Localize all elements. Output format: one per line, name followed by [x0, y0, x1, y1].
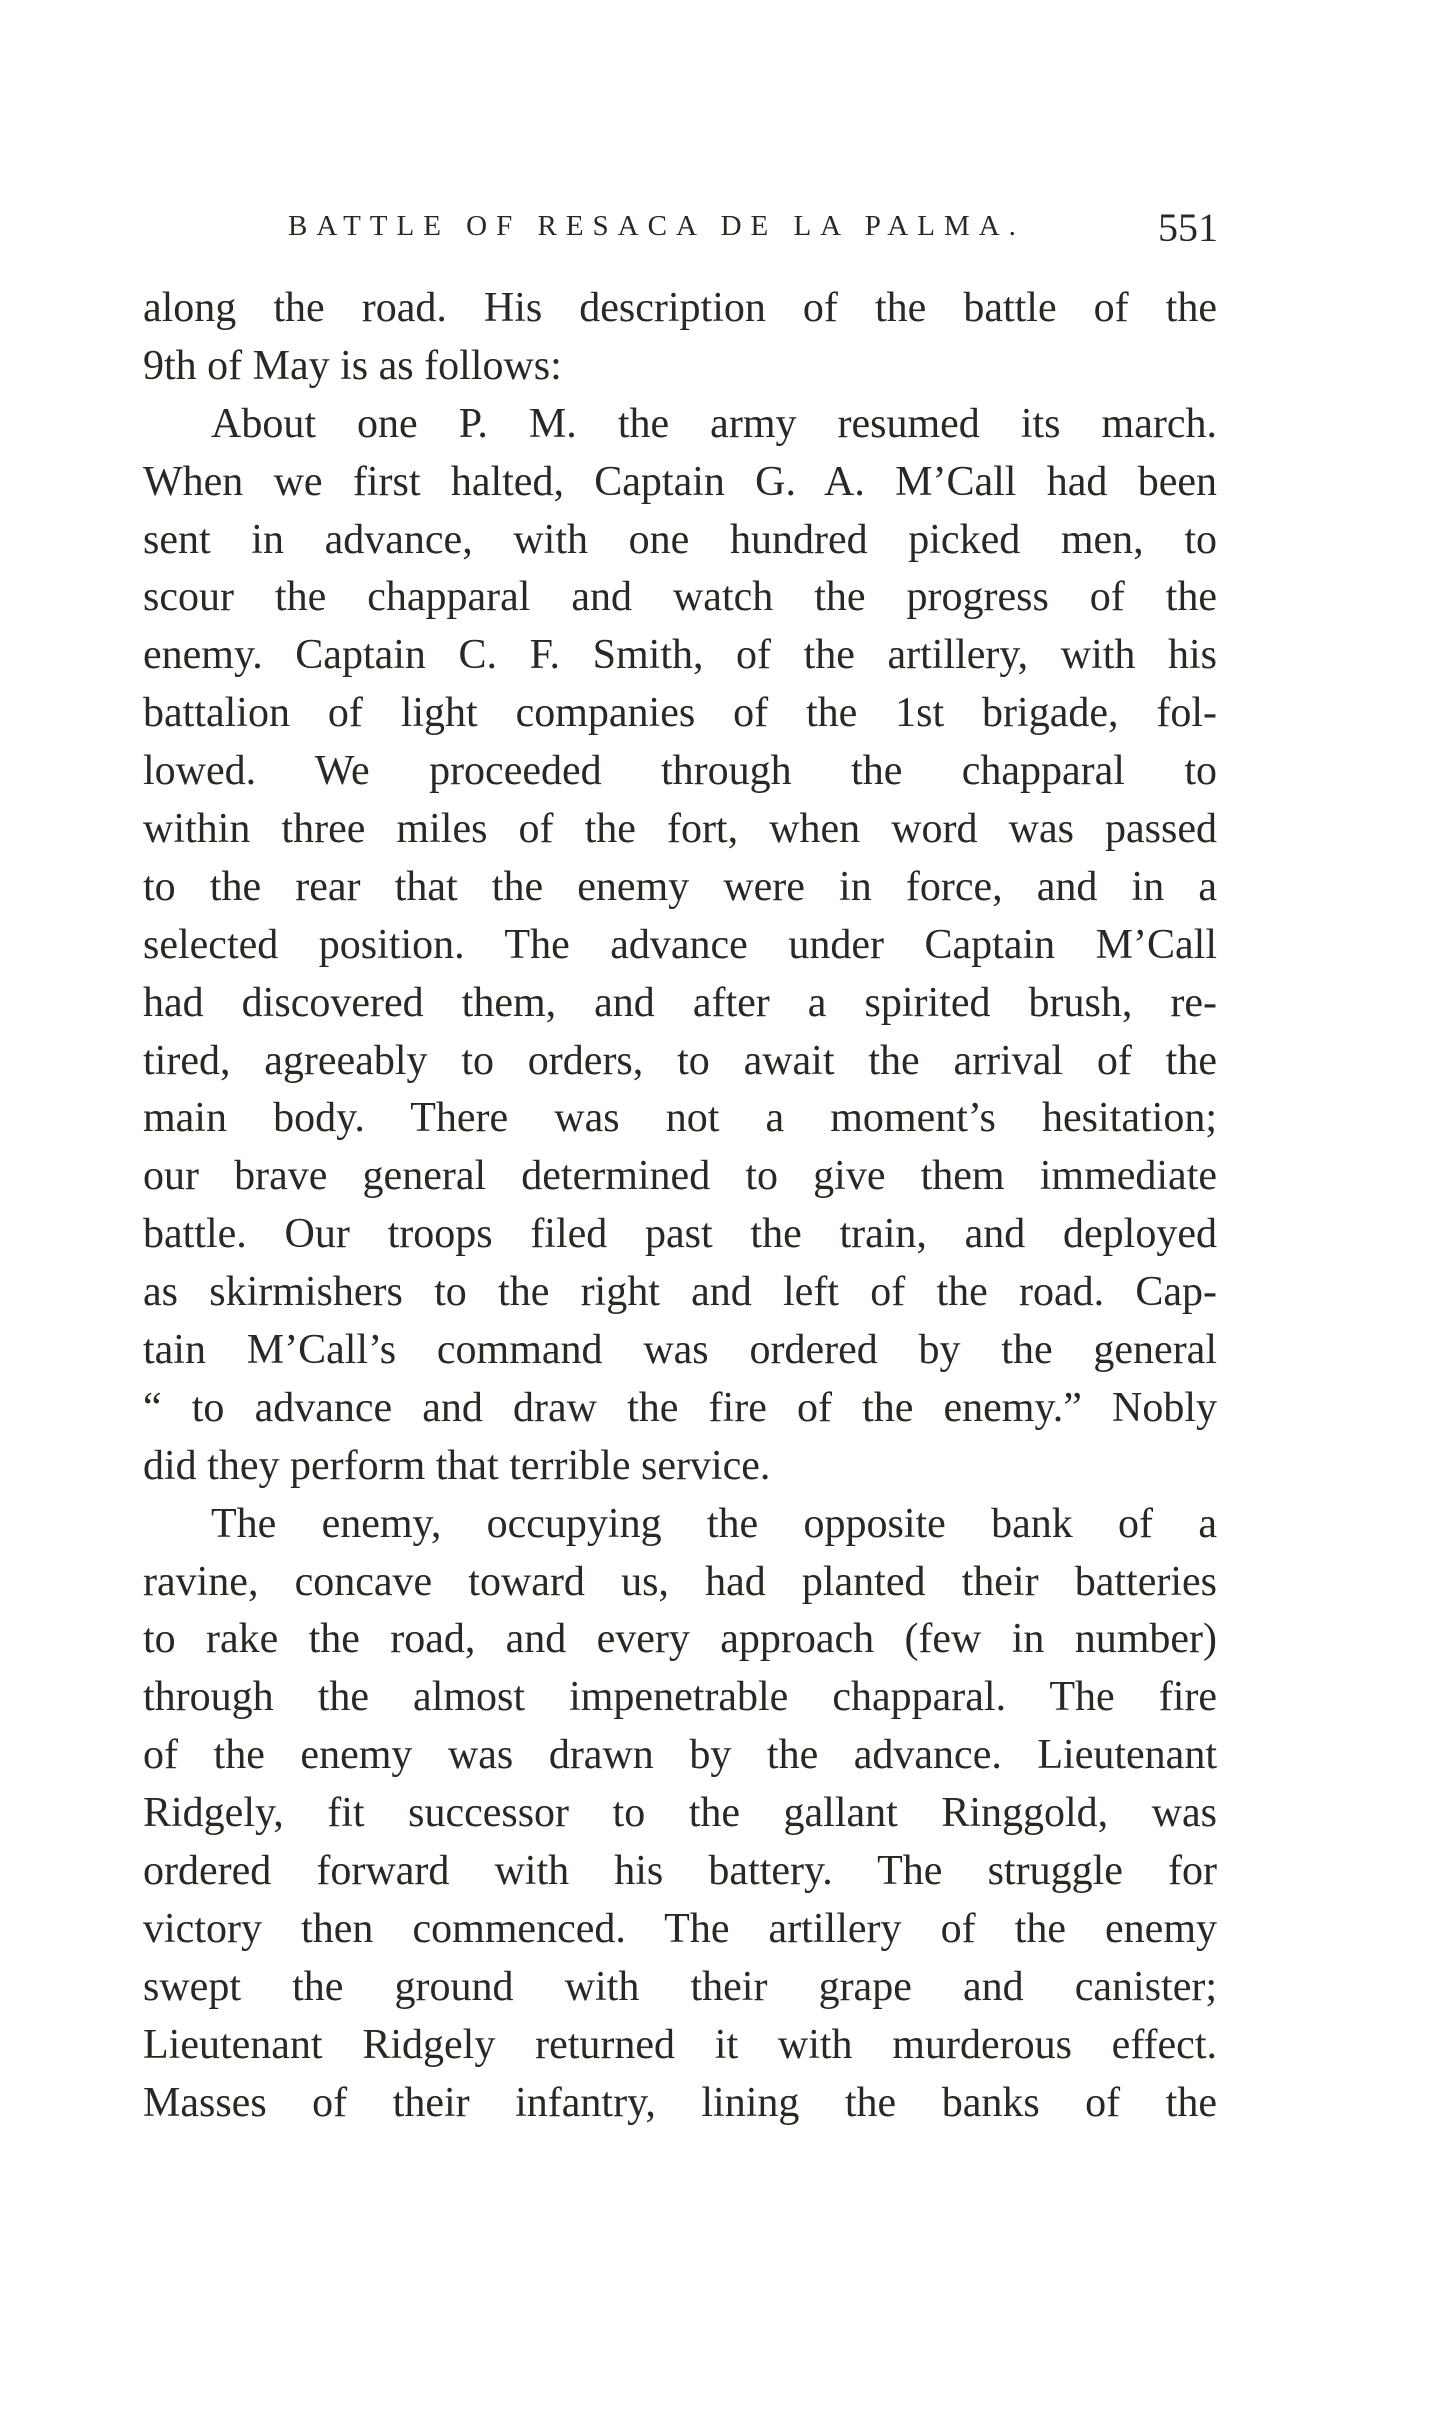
text-line: to rake the road, and every approach (few in number): [143, 1616, 1217, 1663]
text-line: ordered forward with his battery. The struggle for: [143, 1848, 1217, 1895]
text-line: as skirmishers to the right and left of the road. Cap-: [143, 1269, 1217, 1316]
text-line: ravine, concave toward us, had planted their batteries: [143, 1558, 1217, 1605]
text-line: 9th of May is as follows:: [143, 342, 562, 389]
running-title: BATTLE OF RESACA DE LA PALMA.: [288, 210, 1025, 242]
body-text: [143, 280, 1217, 2133]
text-line: scour the chapparal and watch the progress of the: [143, 574, 1217, 621]
text-line: through the almost impenetrable chapparal. The fire: [143, 1674, 1217, 1721]
text-line: Lieutenant Ridgely returned it with murderous effect.: [143, 2021, 1217, 2068]
text-line: tain M’Call’s command was ordered by the general: [143, 1327, 1217, 1374]
text-line: did they perform that terrible service.: [143, 1442, 771, 1489]
text-line: selected position. The advance under Captain M’Call: [143, 921, 1217, 968]
text-line: battle. Our troops filed past the train, and deployed: [143, 1211, 1217, 1258]
text-line: The enemy, occupying the opposite bank of a: [211, 1500, 1217, 1547]
page-number: 551: [1158, 205, 1218, 250]
text-line: to the rear that the enemy were in force, and in a: [143, 863, 1217, 910]
text-line: “ to advance and draw the fire of the enemy.” Nobly: [143, 1384, 1217, 1431]
text-line: swept the ground with their grape and canister;: [143, 1963, 1217, 2010]
text-line: our brave general determined to give them immediate: [143, 1153, 1217, 1200]
text-line: had discovered them, and after a spirited brush, re-: [143, 979, 1217, 1026]
text-line: tired, agreeably to orders, to await the arrival of the: [143, 1037, 1217, 1084]
text-line: of the enemy was drawn by the advance. Lieutenant: [143, 1732, 1217, 1779]
text-line: sent in advance, with one hundred picked men, to: [143, 516, 1217, 563]
text-line: lowed. We proceeded through the chapparal to: [143, 748, 1217, 795]
text-line: main body. There was not a moment’s hesitation;: [143, 1095, 1217, 1142]
text-line: enemy. Captain C. F. Smith, of the artillery, with his: [143, 632, 1217, 679]
text-line: victory then commenced. The artillery of the enemy: [143, 1905, 1217, 1952]
running-head: [258, 204, 1218, 254]
text-line: along the road. His description of the battle of the: [143, 285, 1217, 331]
text-line: When we first halted, Captain G. A. M’Call had been: [143, 458, 1217, 505]
text-line: battalion of light companies of the 1st brigade, fol-: [143, 690, 1217, 737]
text-line: Masses of their infantry, lining the banks of the: [143, 2079, 1217, 2126]
text-line: within three miles of the fort, when word was passed: [143, 806, 1217, 853]
text-line: About one P. M. the army resumed its march.: [211, 400, 1217, 447]
text-line: Ridgely, fit successor to the gallant Ringgold, was: [143, 1790, 1217, 1837]
